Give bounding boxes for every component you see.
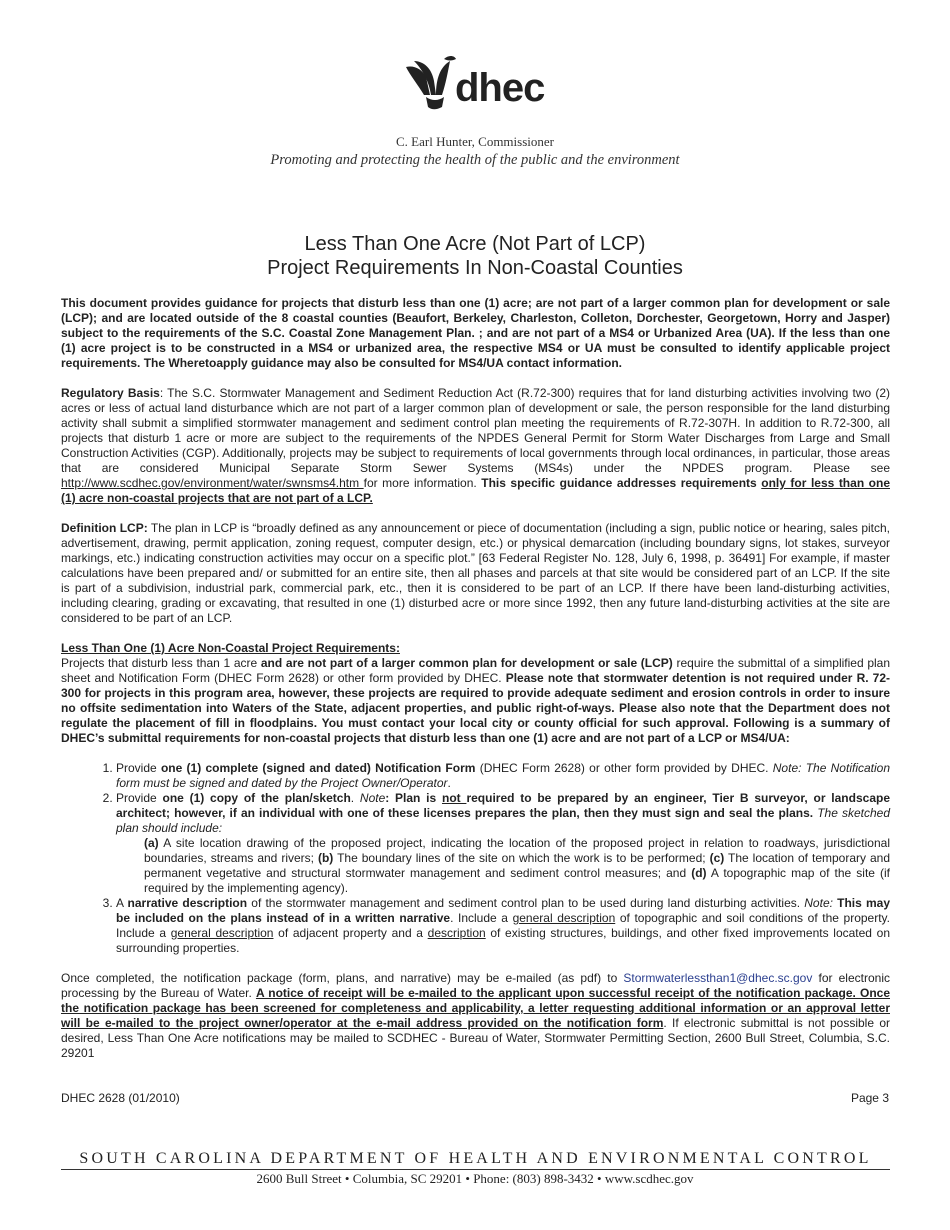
item3-text-2: of the stormwater management and sediment control plan to be used during land disturbing activities. [247, 896, 805, 910]
agency-address: 2600 Bull Street • Columbia, SC 29201 • Phone: (803) 898-3432 • www.scdhec.gov [256, 1171, 694, 1186]
requirements-text-1: Projects that disturb less than 1 acre [61, 656, 261, 670]
page-title [0, 232, 950, 280]
item3-note-label: Note: [804, 896, 833, 910]
email-link[interactable]: Stormwaterlessthan1@dhec.sc.gov [623, 971, 813, 985]
closing-bold: A notice of receipt will be e-mailed to the applicant upon successful receipt of the notification package. Once the notification package has been screened for completeness and applicability, a letter requesting additional information or an approval letter will be e-mailed to the project owner/operator at the e-mail address provided on the notification form [61, 986, 890, 1030]
commissioner-line: C. Earl Hunter, Commissioner [396, 134, 554, 149]
sub-a-text: A site location drawing of the proposed project, indicating the location of the proposed project in relation to roadways, jurisdictional boundaries, streams and rivers; [144, 836, 890, 865]
regulatory-after-link: for more information. [363, 476, 482, 490]
requirements-list [61, 761, 890, 956]
item3-text-6: of existing structures, buildings, and other fixed improvements located on surrounding properties. [116, 926, 890, 955]
item3-text-5: of adjacent property and a [273, 926, 428, 940]
closing-text-1: Once completed, the notification package (form, plans, and narrative) may be e-mailed (as pdf) to [61, 971, 624, 985]
definition-text: The plan in LCP is “broadly defined as any announcement or piece of documentation (including a sign, public notice or hearing, sales pitch, advertisement, drawing, permit application, zoning request, computer design, etc.) or physical demarcation (including boundary signs, lot stakes, surveyor markings, etc.) indicating construction activities may occur on a specific plot.” [63 Federal Register No. 128, July 6, 1998, p. 36491] For example, if master calculations have been prepared and/ or submitted for an entire site, then all phases and parcels at that site would be considered part of an LCP. If the site is part of a subdivision, industrial park, commercial park, etc., then it is considered to be part of an LCP. If there have been land-disturbing activities, including clearing, grading or excavating, that resulted in one (1) disturbed acre or more since 1992, then any future land-disturbing activities at the site are considered to be part of an LCP. [61, 521, 890, 625]
title-line-2: Project Requirements In Non-Coastal Counties [267, 257, 683, 279]
item1-text: Provide [116, 761, 161, 775]
requirements-bold-2: Please note that stormwater detention is not required under R. 72-300 for projects in this program area, however, these projects are required to provide adequate sediment and erosion controls in order to insure no offsite sedimentation into Waters of the State, adjacent properties, and public right-of-ways. Please also note that the Department does not regulate the placement of fill in floodplains. You must contact your local city or county official for such approval. Following is a summary of DHEC’s submittal requirements for non-coastal projects that disturb less than one (1) acre and are not part of a LCP or MS4/UA: [61, 671, 891, 745]
item3-underline-1: general description [512, 911, 616, 925]
item2-bold-2: : Plan is [385, 791, 442, 805]
item3-text-4: of topographic and soil conditions of the property. Include a [116, 911, 890, 940]
intro-paragraph: This document provides guidance for projects that disturb less than one (1) acre; are not part of a larger common plan for development or sale (LCP); and are located outside of the 8 coastal counties (Beaufort, Berkeley, Charleston, Colleton, Dorchester, Georgetown, Horry and Jasper) subject to the requirements of the S.C. Coastal Zone Management Plan. ; and are not part of a MS4 or Urbanized Area (UA). If the less than one (1) acre project is to be constructed in a MS4 or urbanized area, the respective MS4 or UA must be consulted to identify applicable project requirements. The Wheretoapply guidance may also be consulted for MS4/UA contact information. [61, 296, 890, 370]
agency-name: SOUTH CAROLINA DEPARTMENT OF HEALTH AND ENVIRONMENTAL CONTROL [79, 1150, 872, 1167]
item2-italic: The sketched plan should include: [116, 806, 890, 835]
regulatory-text: : The S.C. Stormwater Management and Sediment Reduction Act (R.72-300) requires that for land disturbing activities involving two (2) acres or less of actual land disturbance which are not part of a larger common plan of development or sale, the person responsible for the land disturbing activity shall submit a simplified stormwater management and sediment control plan meeting the requirements of R.72-307H. In addition to R.72-300, all projects that disturb 1 acre or more are subject to the requirements of the NPDES General Permit for Storm Water Discharges from Large and Small Construction Activities (CGP). Additionally, projects may be subject to requirements of local governments through local ordinances, in particular, those areas that are considered Municipal Separate Storm Sewer Systems (MS4s) under the NPDES program. Please see [61, 386, 890, 475]
regulatory-basis-paragraph [61, 386, 890, 506]
item1-text-2: (DHEC Form 2628) or other form provided by DHEC. [475, 761, 773, 775]
closing-text-2: for electronic processing by the Bureau of Water. [61, 971, 890, 1000]
item2-bold: one (1) copy of the plan/sketch [162, 791, 351, 805]
requirements-paragraph [61, 656, 890, 746]
title-line-1: Less Than One Acre (Not Part of LCP) [304, 233, 646, 255]
item2-text: Provide [116, 791, 163, 805]
sub-a-label: (a) [144, 836, 159, 850]
item3-underline-3: description [427, 926, 486, 940]
item3-text-3: . Include a [450, 911, 513, 925]
item3-bold-2: This may be included on the plans instead of in a written narrative [116, 896, 890, 925]
definition-label: Definition LCP: [61, 521, 148, 535]
sub-c-label: (c) [709, 851, 725, 865]
requirements-bold-1: and are not part of a larger common plan for development or sale (LCP) [260, 656, 673, 670]
sub-d-label: (d) [691, 866, 707, 880]
item3-bold: narrative description [127, 896, 248, 910]
closing-paragraph [61, 971, 890, 1061]
page-number: Page 3 [850, 1091, 889, 1105]
definition-paragraph [61, 521, 890, 626]
item2-not: not [441, 791, 467, 805]
document-body [61, 296, 890, 1076]
item1-bold: one (1) complete (signed and dated) Notification Form [160, 761, 476, 775]
list-item [116, 791, 890, 896]
sub-d-text: A topographic map of the site (if required by the implementing agency). [144, 866, 891, 895]
item3-text: A [116, 896, 128, 910]
regulatory-bold-underlined: only for less than one (1) acre non-coastal projects that are not part of a LCP. [61, 476, 890, 505]
footer-divider [61, 1169, 890, 1170]
item2-text-2: . [350, 791, 360, 805]
tagline: Promoting and protecting the health of the public and the environment [270, 152, 680, 168]
regulatory-label: Regulatory Basis [61, 386, 160, 400]
sub-b-text: The boundary lines of the site on which the work is to be performed; [333, 851, 710, 865]
item3-underline-2: general description [170, 926, 274, 940]
list-item [116, 761, 890, 791]
logo-wordmark: dhec [455, 66, 545, 110]
regulatory-bold: This specific guidance addresses requirements [481, 476, 762, 490]
requirements-heading: Less Than One (1) Acre Non-Coastal Project Requirements: [61, 641, 400, 655]
requirements-text-2: require the submittal of a simplified plan sheet and Notification Form (DHEC Form 2628) or other form provided by DHEC. [61, 656, 891, 685]
plan-sublist [144, 836, 890, 896]
sub-b-label: (b) [317, 851, 334, 865]
item1-note: Note: The Notification form must be signed and dated by the Project Owner/Operator [116, 761, 891, 790]
closing-text-3: . If electronic submittal is not possible or desired, Less Than One Acre notifications may be mailed to SCDHEC - Bureau of Water, Stormwater Permitting Section, 2600 Bull Street, Columbia, S.C. 29201 [61, 1016, 891, 1060]
item2-bold-3: required to be prepared by an engineer, Tier B surveyor, or landscape architect; however, if an individual with one of these licenses prepares the plan, then they must sign and seal the plans. [116, 791, 890, 820]
list-item [116, 896, 890, 956]
item2-note-label: Note [359, 791, 386, 805]
form-id: DHEC 2628 (01/2010) [61, 1091, 180, 1105]
sub-c-text: The location of temporary and permanent vegetative and structural stormwater management and sediment control measures; and [144, 851, 890, 880]
item1-end: . [447, 776, 451, 790]
regulatory-link[interactable]: http://www.scdhec.gov/environment/water/swnsms4.htm [61, 476, 364, 490]
